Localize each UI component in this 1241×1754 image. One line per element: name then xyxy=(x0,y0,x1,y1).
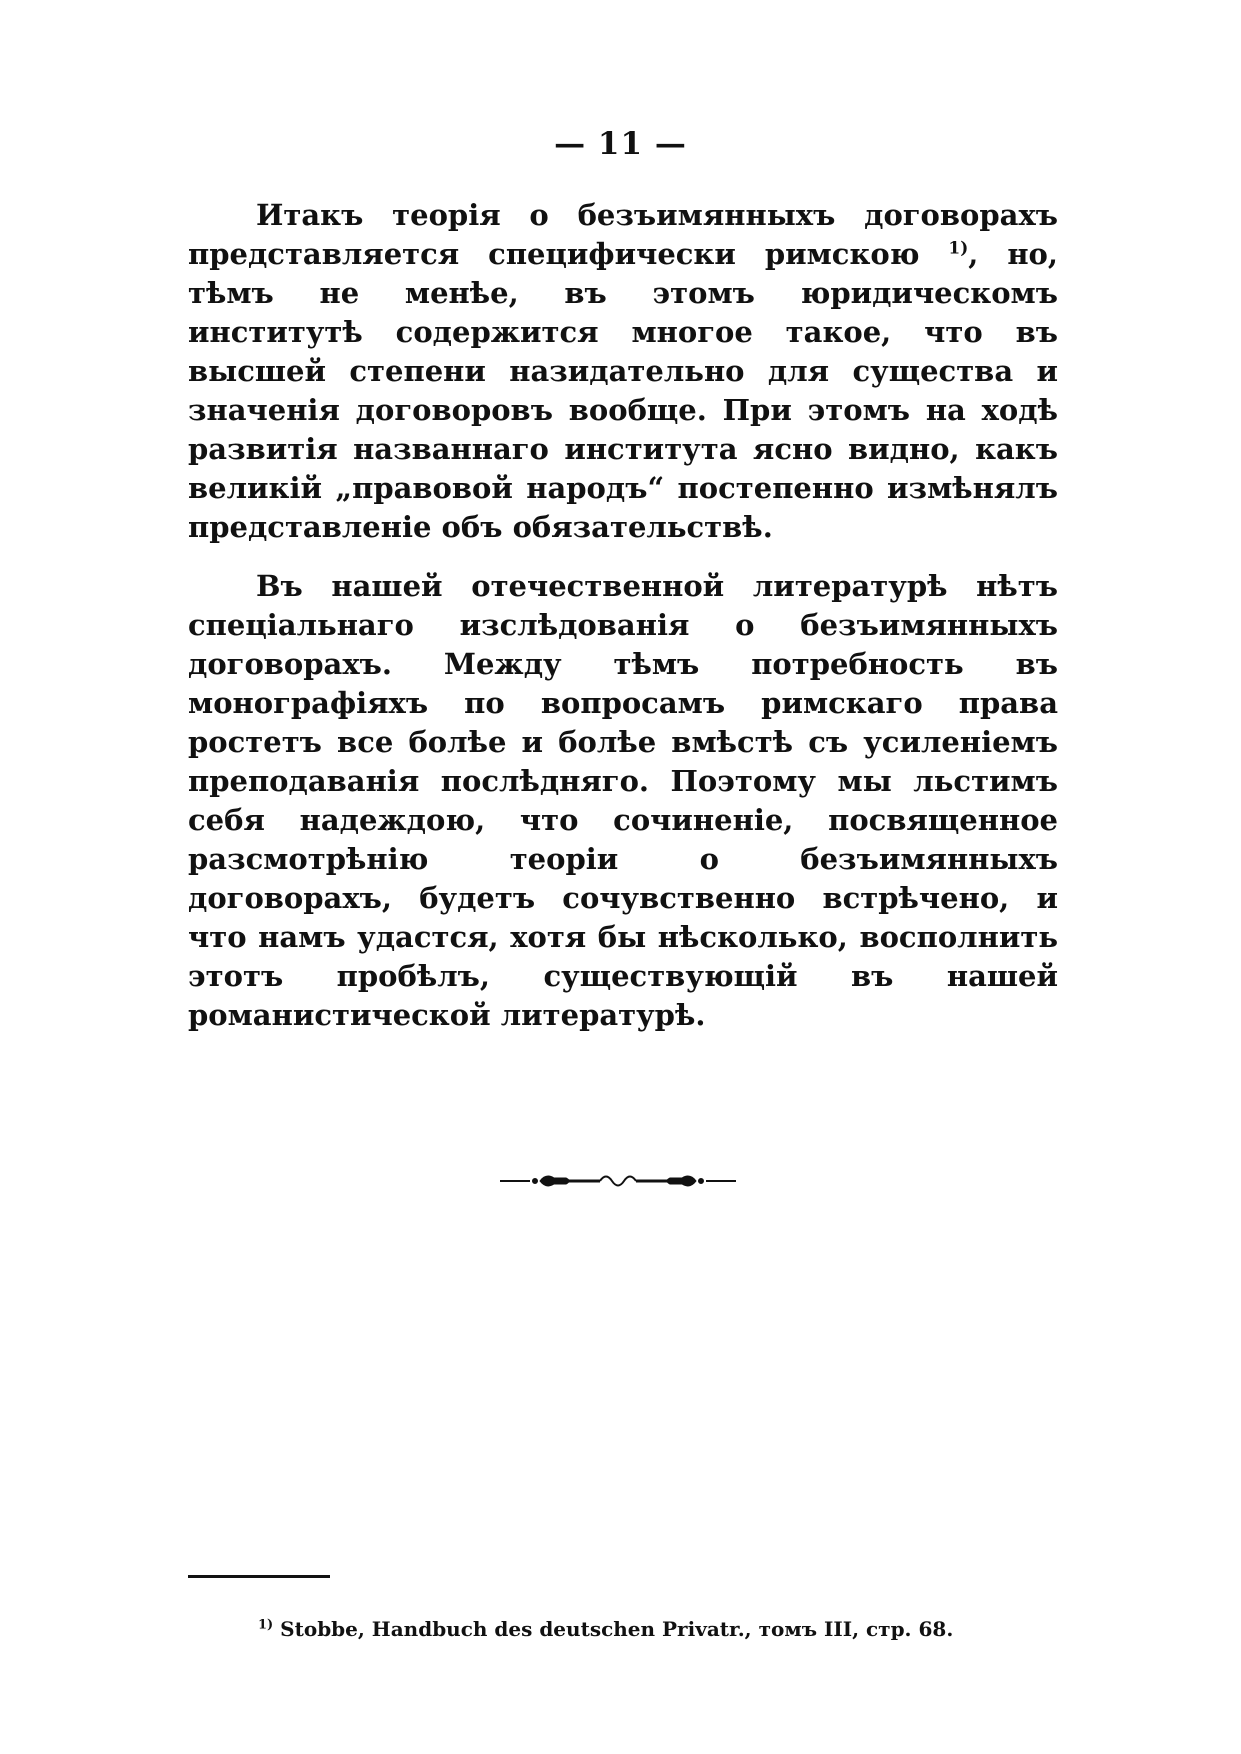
paragraph-2: Въ нашей отечественной литературѣ нѣтъ спеціальнаго изслѣдованія о безъимянныхъ договорахъ. Между тѣмъ потребность въ монографіяхъ по вопросамъ римскаго права ростетъ все болѣе и болѣе вмѣстѣ съ усиленіемъ преподаванія послѣдняго. Поэтому мы льстимъ себя надеждою, что сочиненіе, посвященное разсмотрѣнію теоріи о безъимянныхъ договорахъ, будетъ сочувственно встрѣчено, и что намъ удастся, хотя бы нѣсколько, восполнить этотъ пробѣлъ, существующій въ нашей романистической литературѣ. xyxy=(188,569,1058,1032)
footnote-mark: 1) xyxy=(258,1617,274,1633)
footnote-text: Stobbe, Handbuch des deutschen Privatr., томъ III, стр. 68. xyxy=(273,1617,954,1641)
paragraph-1 xyxy=(188,196,1058,547)
paragraph-1-text-start: Итакъ теорія о безъимянныхъ договорахъ представляется специфически римскою xyxy=(188,198,1058,271)
paragraph-1-text-end: , но, тѣмъ не менѣе, въ этомъ юридическомъ институтѣ содержится многое такое, что въ высшей степени назидательно для существа и значенія договоровъ вообще. При этомъ на ходѣ развитія названнаго института ясно видно, какъ великій „правовой народъ“ постепенно измѣнялъ представленіе объ обязательствѣ. xyxy=(188,237,1058,544)
page-number: — 11 — xyxy=(554,126,687,162)
body-text xyxy=(188,196,1058,1035)
ornamental-divider-icon xyxy=(500,1168,736,1194)
footnote xyxy=(258,1617,953,1641)
footnote-reference: 1) xyxy=(948,238,969,259)
footnote-rule xyxy=(188,1575,330,1578)
